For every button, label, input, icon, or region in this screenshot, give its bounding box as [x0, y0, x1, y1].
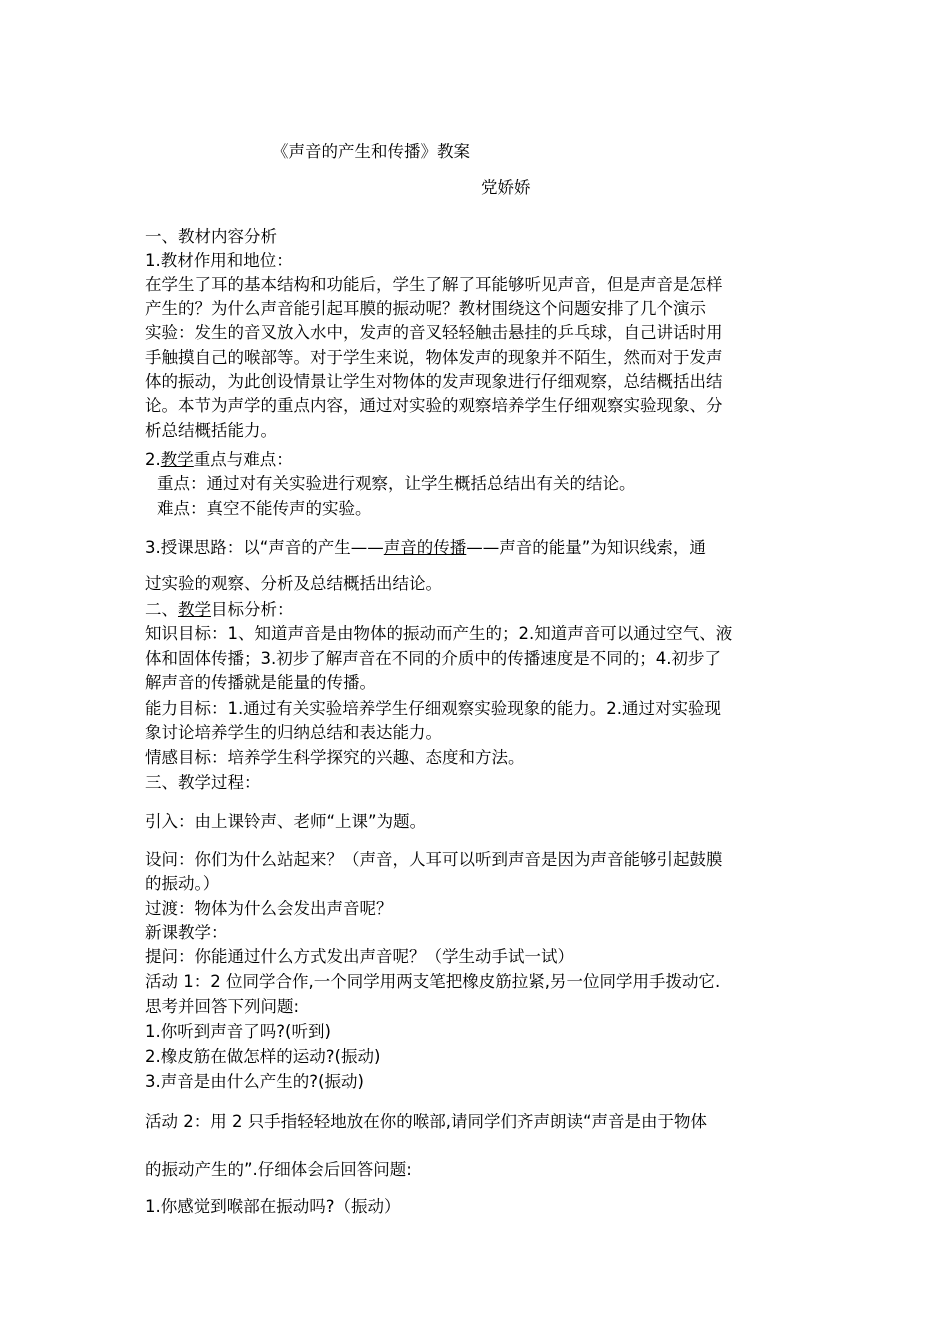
difficult-point: 难点：真空不能传声的实验。 [157, 499, 372, 518]
paragraph-line: 引入：由上课铃声、老师“上课”为题。 [145, 812, 427, 831]
paragraph-line: 产生的？为什么声音能引起耳膜的振动呢？教材围绕这个问题安排了几个演示 [145, 299, 706, 318]
paragraph-line: 活动 1：2 位同学合作,一个同学用两支笔把橡皮筋拉紧,另一位同学用手拨动它. [145, 972, 721, 991]
list-item: 3.声音是由什么产生的?(振动) [145, 1072, 364, 1091]
link-teaching[interactable]: 教学 [160, 450, 194, 469]
paragraph-line: 新课教学： [145, 923, 228, 942]
paragraph-line: 设问：你们为什么站起来？（声音，人耳可以听到声音是因为声音能够引起鼓膜 [145, 850, 723, 869]
paragraph-line: 情感目标：培养学生科学探究的兴趣、态度和方法。 [145, 748, 525, 767]
paragraph-line: 过渡：物体为什么会发出声音呢？ [145, 899, 393, 918]
paragraph-line: 过实验的观察、分析及总结概括出结论。 [145, 574, 442, 593]
paragraph-line [145, 536, 706, 560]
key-point: 重点：通过对有关实验进行观察，让学生概括总结出有关的结论。 [157, 474, 636, 493]
paragraph-line: 论。本节为声学的重点内容，通过对实验的观察培养学生仔细观察实验现象、分 [145, 396, 723, 415]
text-run: 2. [145, 450, 161, 469]
paragraph-line: 手触摸自己的喉部等。对于学生来说，物体发声的现象并不陌生，然而对于发声 [145, 348, 723, 367]
paragraph-line: 的振动产生的”.仔细体会后回答问题: [145, 1160, 412, 1179]
list-item: 2.橡皮筋在做怎样的运动?(振动) [145, 1047, 381, 1066]
list-item: 1.你感觉到喉部在振动吗?（振动） [145, 1197, 401, 1216]
subheading: 1.教材作用和地位： [145, 251, 293, 270]
text-run: 3.授课思路：以“声音的产生—— [145, 538, 384, 557]
section-heading [145, 598, 294, 622]
paragraph-line: 思考并回答下列问题: [145, 997, 300, 1016]
paragraph-line: 析总结概括能力。 [145, 421, 277, 440]
document-author: 党娇娇 [481, 178, 531, 197]
section-heading: 三、教学过程： [145, 773, 261, 792]
paragraph-line: 体的振动，为此创设情景让学生对物体的发声现象进行仔细观察，总结概括出结 [145, 372, 723, 391]
document-title: 《声音的产生和传播》教案 [272, 142, 470, 161]
paragraph-line: 能力目标：1.通过有关实验培养学生仔细观察实验现象的能力。2.通过对实验现 [145, 699, 721, 718]
paragraph-line: 活动 2：用 2 只手指轻轻地放在你的喉部,请同学们齐声朗读“声音是由于物体 [145, 1112, 708, 1131]
subheading [145, 448, 293, 472]
paragraph-line: 的振动。） [145, 874, 220, 893]
paragraph-line: 在学生了耳的基本结构和功能后，学生了解了耳能够听见声音，但是声音是怎样 [145, 275, 723, 294]
paragraph-line: 实验：发生的音叉放入水中，发声的音叉轻轻触击悬挂的乒乓球，自己讲话时用 [145, 323, 723, 342]
link-sound-propagation[interactable]: 声音的传播 [383, 538, 467, 557]
paragraph-line: 提问：你能通过什么方式发出声音呢？（学生动手试一试） [145, 947, 574, 966]
paragraph-line: 象讨论培养学生的归纳总结和表达能力。 [145, 723, 442, 742]
text-run: 二、 [145, 600, 178, 619]
text-run: 重点与难点： [193, 450, 293, 469]
paragraph-line: 体和固体传播；3.初步了解声音在不同的介质中的传播速度是不同的；4.初步了 [145, 649, 721, 668]
text-run: ——声音的能量”为知识线索，通 [466, 538, 706, 557]
link-teaching[interactable]: 教学 [178, 600, 211, 619]
text-run: 目标分析： [211, 600, 294, 619]
section-heading: 一、教材内容分析 [145, 227, 277, 246]
list-item: 1.你听到声音了吗?(听到) [145, 1022, 331, 1041]
paragraph-line: 解声音的传播就是能量的传播。 [145, 673, 376, 692]
paragraph-line: 知识目标：1、知道声音是由物体的振动而产生的；2.知道声音可以通过空气、液 [145, 624, 733, 643]
